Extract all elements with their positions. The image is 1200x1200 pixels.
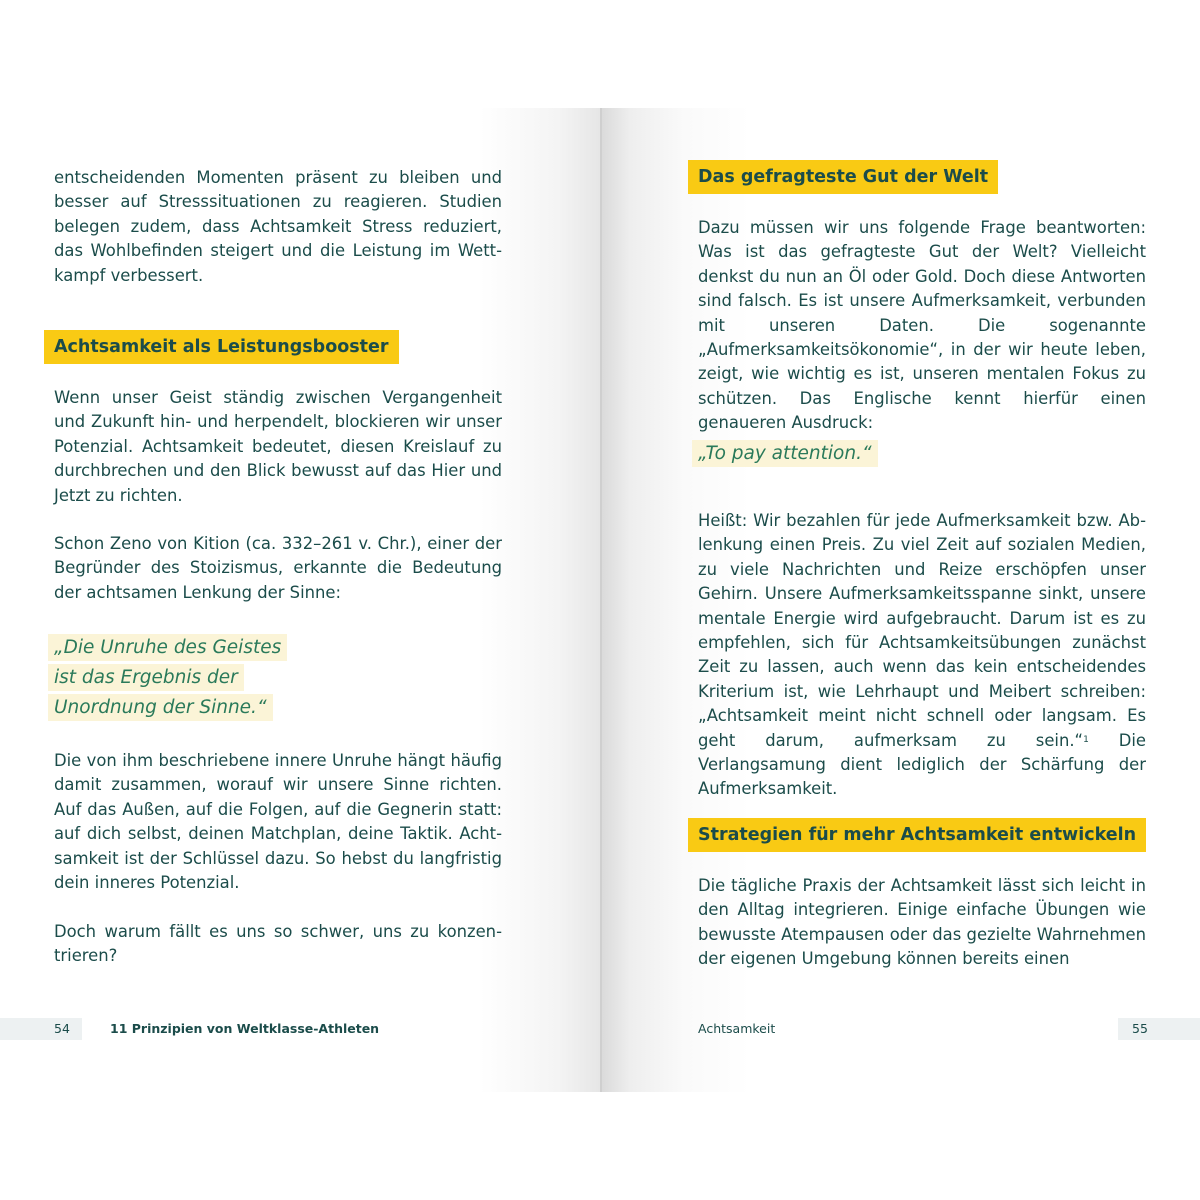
quote-line: „To pay attention.“ bbox=[692, 440, 878, 467]
right-paragraph-3: Die tägliche Praxis der Achtsamkeit lässt sich leicht in den Alltag integrieren. Einige einfache Übungen wie bewusste Atempausen oder das gezielte Wahrnehmen der eigenen Umgebung können bereits einen bbox=[698, 876, 1146, 969]
left-paragraph-1: Wenn unser Geist ständig zwischen Vergangenheit und Zukunft hin- und herpendelt, blockieren wir unser Potenzial. Achtsamkeit bedeutet, diesen Kreislauf zu durchbrechen und den Blick bewusst auf das Hier und Jetzt zu richten. bbox=[54, 388, 502, 505]
zeno-quote bbox=[48, 634, 287, 724]
section-heading-gefragteste-gut: Das gefragteste Gut der Welt bbox=[688, 160, 998, 194]
left-intro-paragraph: entscheidenden Momenten präsent zu bleiben und besser auf Stresssituationen zu reagieren. Studien belegen zudem, dass Achtsamkeit Stress reduziert, das Wohlbefinden steigert und die Leistung im Wettkampf verbessert. bbox=[54, 168, 502, 285]
right-paragraph-2 bbox=[698, 509, 1146, 802]
footnote-marker: 1 bbox=[1083, 734, 1089, 745]
left-page-number: 54 bbox=[54, 1021, 70, 1036]
section-heading-leistungsbooster: Achtsamkeit als Leistungsbooster bbox=[44, 330, 399, 364]
right-footer-chapter-title: Achtsamkeit bbox=[698, 1021, 776, 1036]
quote-line: ist das Ergebnis der bbox=[48, 664, 244, 691]
right-paragraph-1: Dazu müssen wir uns folgende Frage beantworten: Was ist das gefragteste Gut der Welt? Vielleicht denkst du nun an Öl oder Gold. Doch diese Antworten sind falsch. Es ist unsere Aufmerksamkeit, verbunden mit unseren Daten. Die sogenannte „Aufmerksamkeitsökonomie“, in der wir heute leben, zeigt, wie wichtig es ist, unseren mentalen Fokus zu schützen. Das Englische kennt hierfür einen genaueren Ausdruck: bbox=[698, 218, 1146, 433]
right-paragraph-2-tail: Die Verlangsamung dient lediglich der Schärfung der Aufmerksamkeit. bbox=[698, 730, 1146, 799]
pay-attention-quote bbox=[692, 440, 878, 470]
left-footer-book-title: 11 Prinzipien von Weltklasse-Athleten bbox=[110, 1021, 380, 1036]
left-page bbox=[0, 108, 600, 1092]
right-paragraph-2-main: Heißt: Wir bezahlen für jede Aufmerksamkeit bzw. Ablenkung einen Preis. Zu viel Zeit auf sozialen Medien, zu viele Nachrichten und Reize erschöpfen unser Gehirn. Unsere Aufmerksamkeitsspanne sinkt, unsere mentale Energie wird aufgebraucht. Darum ist es zu empfehlen, sich für Achtsamkeitsübungen zunächst Zeit zu lassen, auch wenn das kein entscheidendes Kriterium ist, wie Lehrhaupt und Meibert schreiben: „Achtsamkeit meint nicht schnell oder langsam. Es geht darum, aufmerksam zu sein.“ bbox=[698, 511, 1146, 750]
right-page bbox=[600, 108, 1200, 1092]
left-paragraph-2: Schon Zeno von Kition (ca. 332–261 v. Chr.), einer der Begründer des Stoizismus, erkannte die Bedeutung der achtsamen Lenkung der Sinne: bbox=[54, 534, 502, 602]
quote-line: „Die Unruhe des Geistes bbox=[48, 634, 287, 661]
left-paragraph-3: Die von ihm beschriebene innere Unruhe hängt häufig damit zusammen, worauf wir unsere Sinne richten. Auf das Außen, auf die Folgen, auf die Gegnerin statt: auf dich selbst, deinen Matchplan, deine Taktik. Achtsamkeit ist der Schlüssel dazu. So hebst du langfristig dein inneres Potenzial. bbox=[54, 751, 502, 893]
quote-line: Unordnung der Sinne.“ bbox=[48, 694, 273, 721]
left-paragraph-4: Doch warum fällt es uns so schwer, uns zu konzentrieren? bbox=[54, 922, 502, 966]
right-footer-band bbox=[1118, 1018, 1200, 1040]
right-page-number: 55 bbox=[1132, 1021, 1148, 1036]
section-heading-strategien: Strategien für mehr Achtsamkeit entwickeln bbox=[688, 818, 1146, 852]
book-spread bbox=[0, 108, 1200, 1092]
